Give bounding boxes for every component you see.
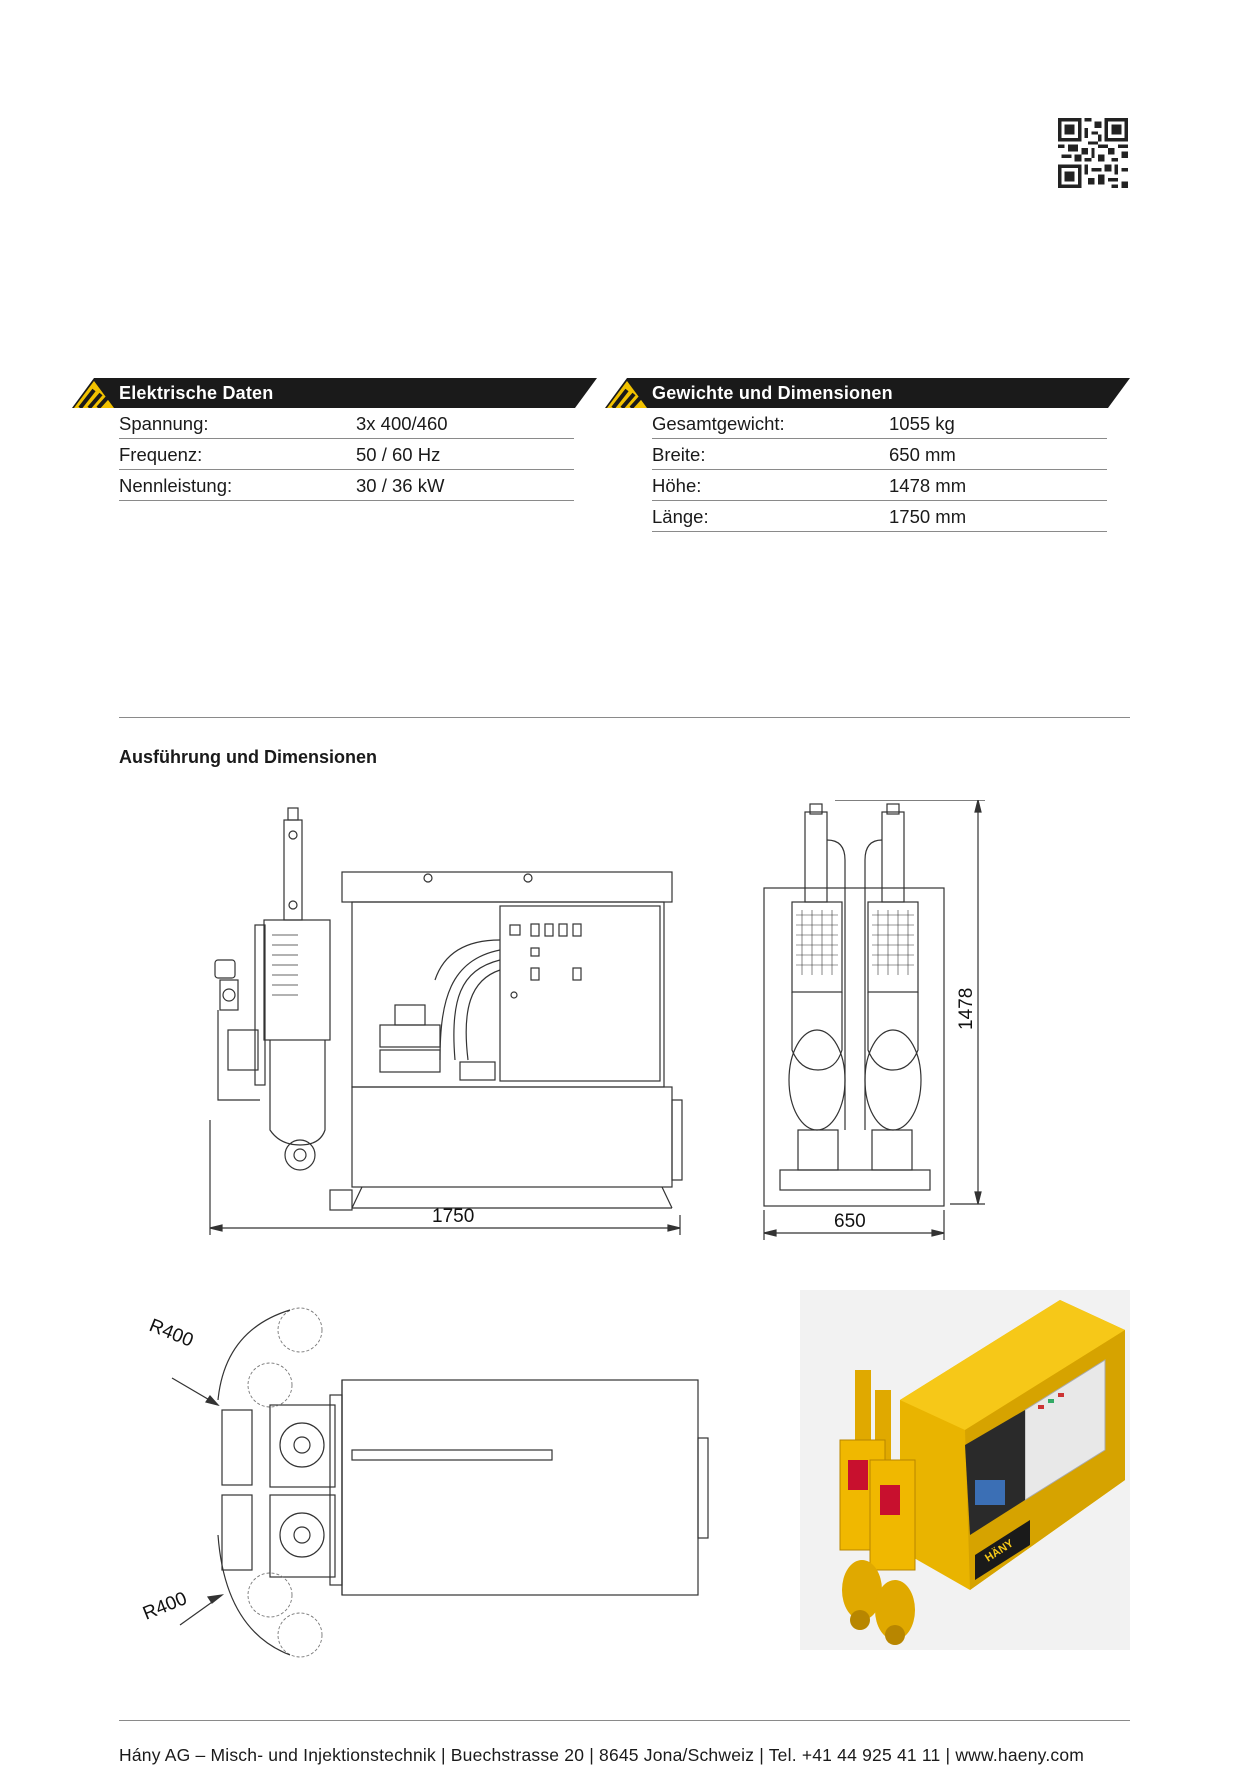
- row-label: Nennleistung:: [119, 475, 233, 496]
- footer-address: Hány AG – Misch- und Injektionstechnik | Buechstrasse 20 | 8645 Jona/Schweiz | Tel. +41 44 925 41 11 | www.haeny.com: [119, 1745, 1085, 1765]
- row-label: Breite:: [652, 444, 706, 465]
- front-height-label: 1478: [956, 987, 977, 1030]
- row-label: Länge:: [652, 506, 709, 527]
- brand-logo: HÄNY: [983, 1537, 1016, 1565]
- section-header-weights: [605, 378, 1130, 408]
- table-row: [119, 439, 574, 470]
- divider: [119, 717, 1130, 718]
- electrical-table: [119, 408, 574, 501]
- table-row: [652, 439, 1107, 470]
- qr-code: [1058, 117, 1128, 189]
- side-length-label: 1750: [432, 1206, 475, 1227]
- front-width-label: 650: [834, 1211, 866, 1232]
- row-label: Gesamtgewicht:: [652, 413, 785, 434]
- table-row: [119, 408, 574, 439]
- row-value: 650 mm: [889, 444, 956, 465]
- row-value: 50 / 60 Hz: [356, 444, 441, 465]
- row-label: Frequenz:: [119, 444, 203, 465]
- section-title-weights: Gewichte und Dimensionen: [652, 383, 893, 403]
- table-row: [652, 501, 1107, 532]
- row-label: Spannung:: [119, 413, 209, 434]
- radius-top-label: R400: [146, 1315, 197, 1352]
- row-value: 1478 mm: [889, 475, 967, 496]
- side-view-drawing: [200, 800, 700, 1250]
- weights-table: [652, 408, 1107, 532]
- row-value: 1750 mm: [889, 506, 967, 527]
- row-value: 1055 kg: [889, 413, 955, 434]
- table-row: [652, 408, 1107, 439]
- front-view-drawing: [750, 800, 1010, 1260]
- section-header-electrical: [72, 378, 597, 408]
- table-row: [119, 470, 574, 501]
- top-view-drawing: [130, 1290, 710, 1660]
- row-value: 3x 400/460: [356, 413, 448, 434]
- row-label: Höhe:: [652, 475, 702, 496]
- footer-divider: [119, 1720, 1130, 1721]
- product-image: [800, 1290, 1130, 1650]
- table-row: [652, 470, 1107, 501]
- row-value: 30 / 36 kW: [356, 475, 445, 496]
- section-title-electrical: Elektrische Daten: [119, 383, 274, 403]
- drawings-heading: Ausführung und Dimensionen: [119, 747, 377, 767]
- radius-bottom-label: R400: [140, 1588, 190, 1625]
